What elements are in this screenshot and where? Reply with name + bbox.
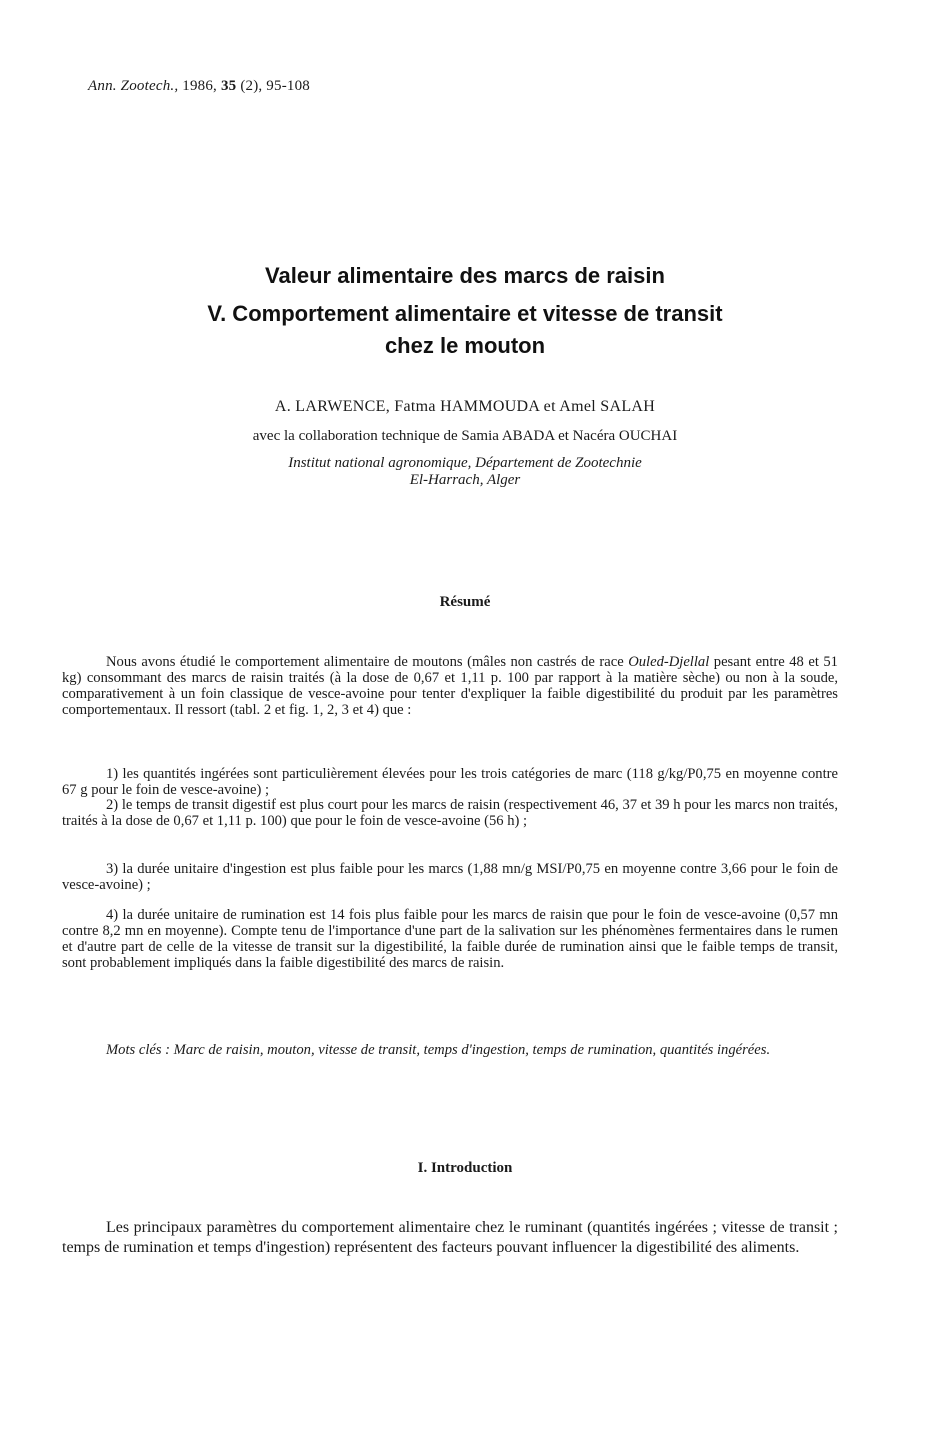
technical-collaboration: avec la collaboration technique de Samia ABADA et Nacéra OUCHAI (252, 428, 678, 444)
introduction-paragraph: Les principaux paramètres du comportement alimentaire chez le ruminant (quantités ingérées ; vitesse de transit ; temps de rumination et temps d'ingestion) représentent des facteurs pouvant influencer la digestibilité des aliments. (62, 1219, 838, 1256)
resume-heading: Résumé (439, 594, 491, 610)
journal-volume: 35 (220, 78, 237, 94)
keywords: Mots clés : Marc de raisin, mouton, vitesse de transit, temps d'ingestion, temps de rumination, quantités ingérées. (106, 1042, 771, 1058)
institution-line-1: Institut national agronomique, Département de Zootechnie (288, 455, 642, 471)
introduction-heading: I. Introduction (417, 1160, 513, 1176)
institution-line-2: El-Harrach, Alger (409, 472, 521, 488)
abstract-text-end: pesant entre 48 et 51 kg) consommant des marcs de raisin traités (à la dose de 0,67 et 1,11 p. 100 par rapport à la matière sèche) ou non à la soude, comparativement à un foin classique de vesce-avoine pour tenter d'expliquer la faible digestibilité du produit par les paramètres comportementaux. Il ressort (tabl. 2 et fig. 1, 2, 3 et 4) que : (62, 654, 838, 718)
abstract-text-start: Nous avons étudié le comportement alimentaire de moutons (mâles non castrés de race (106, 654, 629, 670)
journal-issue-pages: (2), 95-108 (240, 78, 310, 94)
abstract-finding-3: 3) la durée unitaire d'ingestion est plus faible pour les marcs (1,88 mn/g MSI/P0,75 en moyenne contre 3,66 pour le foin de vesce-avoine) ; (62, 861, 838, 893)
journal-year: 1986, (182, 78, 217, 94)
abstract-finding-2: 2) le temps de transit digestif est plus court pour les marcs de raisin (respectivement 46, 37 et 39 h pour les marcs non traités, traités à la dose de 0,67 et 1,11 p. 100) que pour le foin de vesce-avoine (56 h) ; (62, 797, 838, 829)
paper-title-line-2: V. Comportement alimentaire et vitesse de transit (207, 301, 723, 326)
author-list: A. LARWENCE, Fatma HAMMOUDA et Amel SALAH (274, 398, 656, 415)
abstract-finding-4: 4) la durée unitaire de rumination est 14 fois plus faible pour les marcs de raisin que pour le foin de vesce-avoine (0,57 mn contre 8,2 mn en moyenne). Compte tenu de l'importance d'une part de la salivation sur les phénomènes fermentaires dans le rumen et d'autre part de celle de la vitesse de transit sur la digestibilité, la faible durée de rumination ainsi que le faible temps de transit, sont probablement impliqués dans la faible digestibilité des marcs de raisin. (62, 907, 838, 971)
journal-citation (88, 78, 310, 95)
paper-title-line-3: chez le mouton (384, 333, 546, 358)
abstract-paragraph (62, 654, 838, 718)
abstract-finding-1: 1) les quantités ingérées sont particulièrement élevées pour les trois catégories de marc (118 g/kg/P0,75 en moyenne contre 67 g pour le foin de vesce-avoine) ; (62, 766, 838, 798)
journal-name: Ann. Zootech., (88, 78, 179, 94)
abstract-breed-name: Ouled-Djellal (628, 654, 710, 670)
paper-title-line-1: Valeur alimentaire des marcs de raisin (265, 263, 665, 288)
